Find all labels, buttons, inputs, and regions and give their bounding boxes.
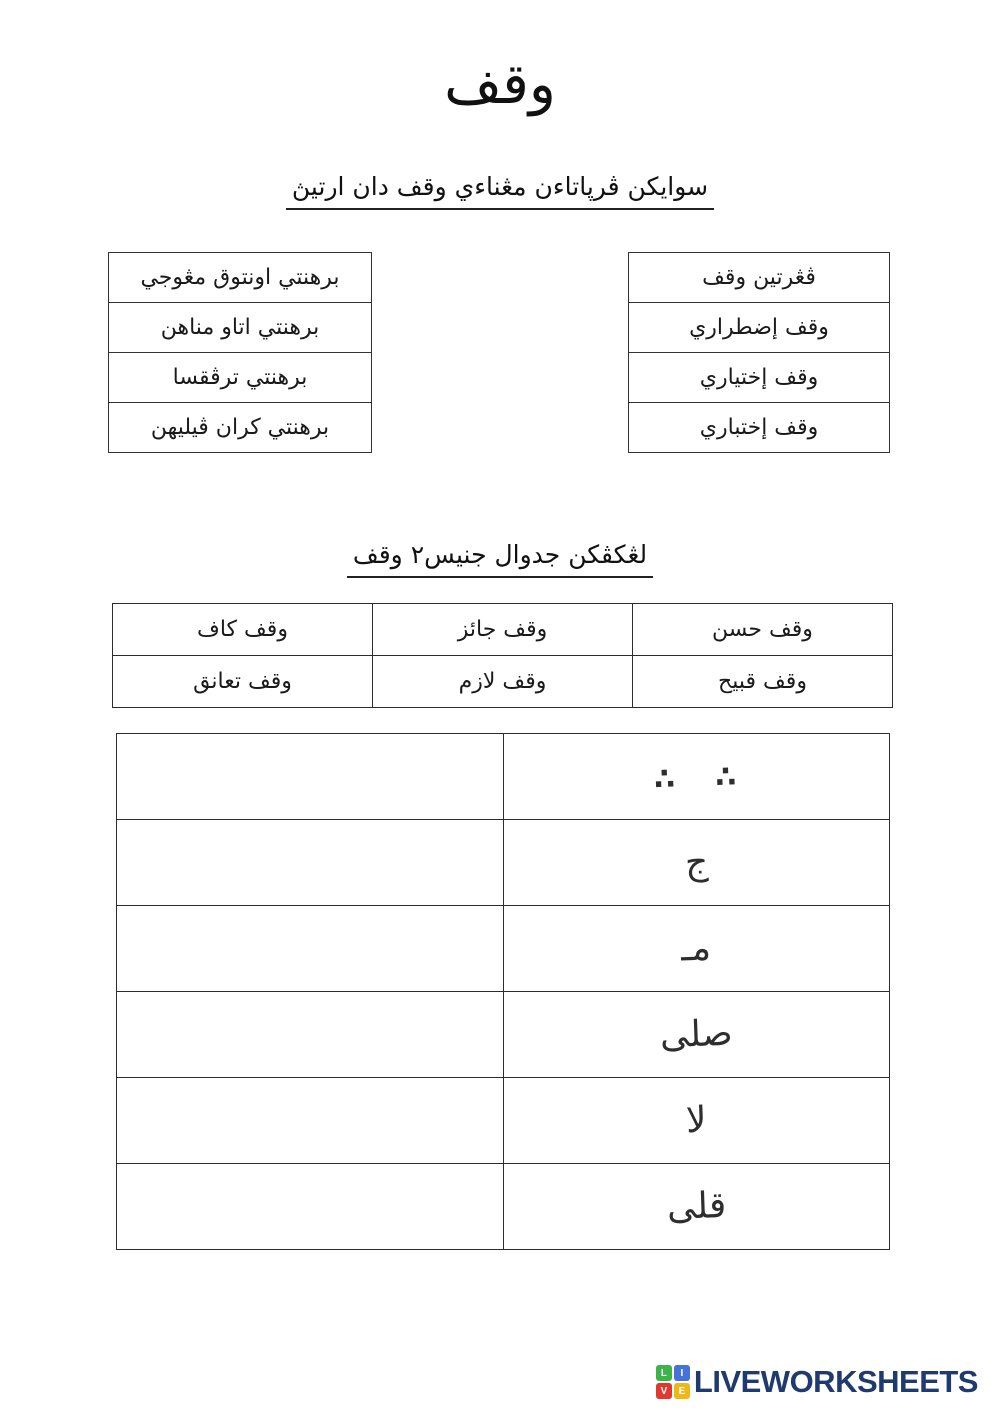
table-row — [117, 1078, 890, 1164]
waqf-type-cell: وقف حسن — [633, 604, 893, 656]
definition-box[interactable]: برهنتي اتاو مناهن — [108, 302, 372, 353]
logo-square-v: V — [656, 1383, 672, 1399]
definition-box[interactable]: برهنتي اونتوق مڠوجي — [108, 252, 372, 303]
table-row — [117, 820, 890, 906]
waqf-type-cell: وقف لازم — [373, 656, 633, 708]
answer-cell[interactable] — [117, 992, 504, 1078]
liveworksheets-logo-icon — [656, 1365, 690, 1399]
waqf-type-cell: وقف تعانق — [113, 656, 373, 708]
table-row — [117, 906, 890, 992]
term-box[interactable]: وقف إختباري — [628, 402, 890, 453]
table-row — [117, 734, 890, 820]
waqf-lazim-sign: مـ — [503, 906, 890, 992]
matching-instruction: سوايكن ڤرڽاتاءن مڠناءي وقف دان ارتيڽ — [286, 172, 714, 210]
table-row — [113, 656, 893, 708]
waqf-type-cell: وقف كاف — [113, 604, 373, 656]
answer-cell[interactable] — [117, 1164, 504, 1250]
wasl-awla-sign: صلى — [503, 992, 890, 1078]
term-box[interactable]: ڤڠرتين وقف — [628, 252, 890, 303]
terms-column — [628, 252, 890, 453]
page-title: وقف — [444, 52, 556, 117]
definition-box[interactable]: برهنتي ترڤقسا — [108, 352, 372, 403]
answer-cell[interactable] — [117, 906, 504, 992]
term-box[interactable]: وقف إختياري — [628, 352, 890, 403]
definition-box[interactable]: برهنتي كران ڤيليهن — [108, 402, 372, 453]
answer-cell[interactable] — [117, 1078, 504, 1164]
brand-name: LIVEWORKSHEETS — [693, 1364, 978, 1399]
waqf-jaiz-sign: ج — [503, 820, 890, 906]
waqf-symbols-table — [116, 733, 890, 1250]
table-instruction: لڠكڤكن جدوال جنيس٢ وقف — [347, 540, 653, 578]
logo-square-l: L — [656, 1365, 672, 1381]
logo-square-i: I — [674, 1365, 690, 1381]
liveworksheets-logo — [656, 1364, 978, 1400]
waqf-type-cell: وقف قبيح — [633, 656, 893, 708]
table-row — [117, 1164, 890, 1250]
definitions-column — [108, 252, 372, 453]
logo-square-e: E — [674, 1383, 690, 1399]
la-waqf-sign: لا — [503, 1078, 890, 1164]
waqf-muanaqah-sign: ∴ ∴ — [503, 734, 890, 820]
term-box[interactable]: وقف إضطراري — [628, 302, 890, 353]
table-row — [117, 992, 890, 1078]
answer-cell[interactable] — [117, 820, 504, 906]
waqf-type-cell: وقف جائز — [373, 604, 633, 656]
answer-cell[interactable] — [117, 734, 504, 820]
table-row — [113, 604, 893, 656]
waqf-awla-sign: قلى — [503, 1164, 890, 1250]
waqf-types-table — [112, 603, 893, 708]
